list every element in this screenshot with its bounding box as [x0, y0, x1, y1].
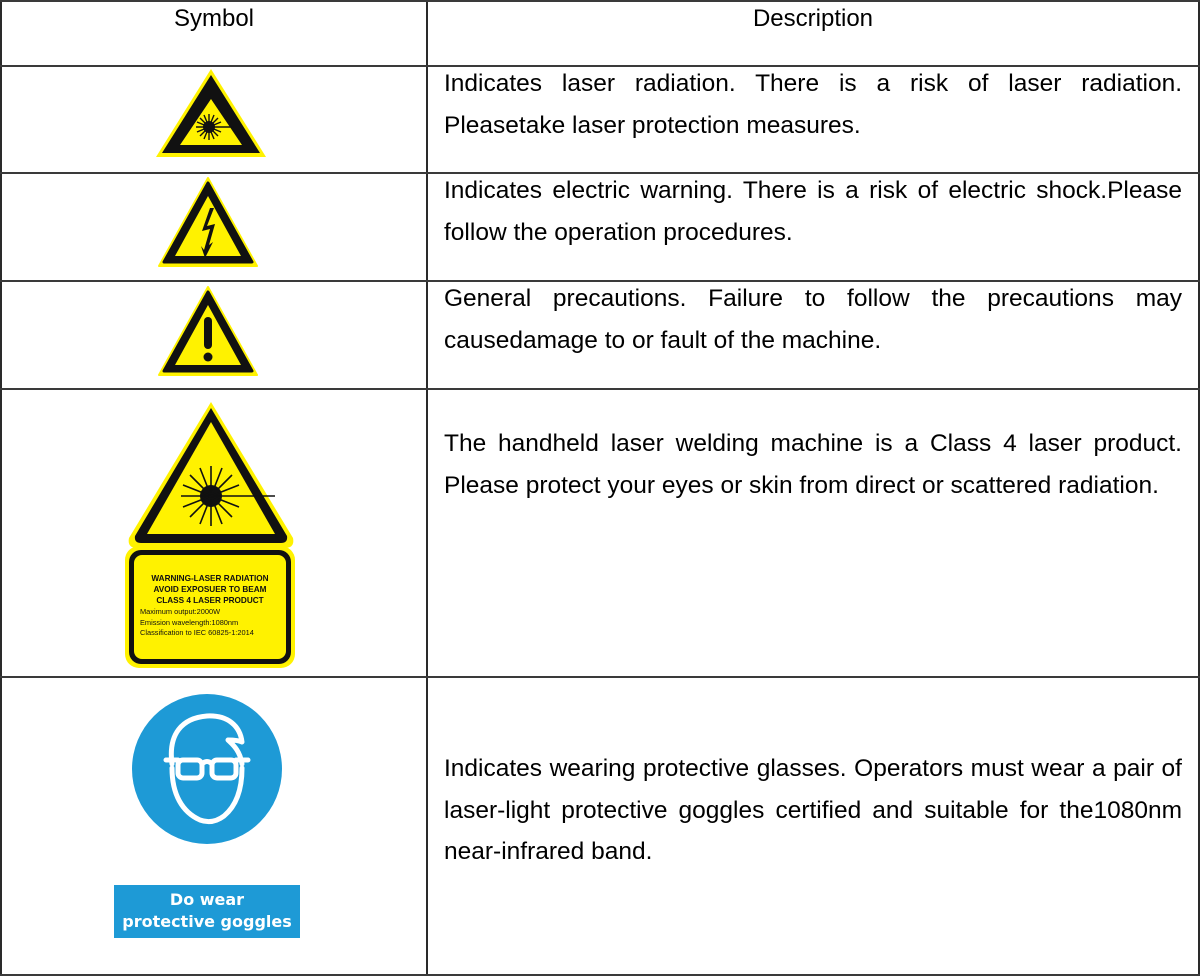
description-text: General precautions. Failure to follow the precautions may causedamage to or fault of the machine.	[444, 285, 1182, 354]
description-cell	[428, 174, 1200, 280]
header-description: Description	[752, 5, 874, 32]
description-text: Indicates wearing protective glasses. Operators must wear a pair of laser-light protective goggles certified and suitable for the1080nm near-infrared band.	[444, 755, 1182, 865]
table-row	[0, 282, 1200, 390]
symbol-cell	[0, 282, 428, 388]
wear-goggles-mandatory-icon	[132, 694, 282, 844]
description-text: The handheld laser welding machine is a Class 4 laser product. Please protect your eyes or skin from direct or scattered radiation.	[444, 430, 1182, 499]
caption-line-1: Do wear	[169, 890, 245, 909]
table-row	[0, 678, 1200, 976]
description-cell	[428, 282, 1200, 388]
class-4-laser-label-icon	[125, 398, 297, 668]
label-line-5: Emission wavelength:1080nm	[140, 617, 239, 627]
header-symbol: Symbol	[173, 5, 255, 32]
laser-radiation-warning-icon	[154, 67, 268, 159]
description-cell	[428, 678, 1200, 974]
symbol-cell	[0, 67, 428, 172]
header-cell-description	[428, 2, 1200, 65]
description-text: Indicates laser radiation. There is a risk of laser radiation. Pleasetake laser protection measures.	[444, 70, 1182, 139]
label-line-2: AVOID EXPOSUER TO BEAM	[153, 585, 267, 594]
description-cell	[428, 67, 1200, 172]
symbol-cell	[0, 174, 428, 280]
goggles-sign-caption	[114, 885, 300, 938]
label-line-4: Maximum output:2000W	[140, 607, 221, 616]
electric-shock-warning-icon	[157, 176, 259, 268]
symbol-cell	[0, 678, 428, 974]
label-line-1: WARNING-LASER RADIATION	[151, 574, 269, 583]
label-line-3: CLASS 4 LASER PRODUCT	[156, 596, 264, 605]
header-cell-symbol	[0, 2, 428, 65]
description-cell	[428, 390, 1200, 676]
table-header-row	[0, 0, 1200, 67]
table-row	[0, 174, 1200, 282]
symbol-cell	[0, 390, 428, 676]
caption-line-2: protective goggles	[122, 912, 292, 931]
table-row	[0, 390, 1200, 678]
class-4-laser-info-panel	[125, 546, 295, 668]
general-caution-icon	[157, 285, 259, 377]
label-line-6: Classification to IEC 60825-1:2014	[140, 628, 254, 637]
description-text: Indicates electric warning. There is a risk of electric shock.Please follow the operation procedures.	[444, 177, 1182, 246]
table-row	[0, 67, 1200, 174]
